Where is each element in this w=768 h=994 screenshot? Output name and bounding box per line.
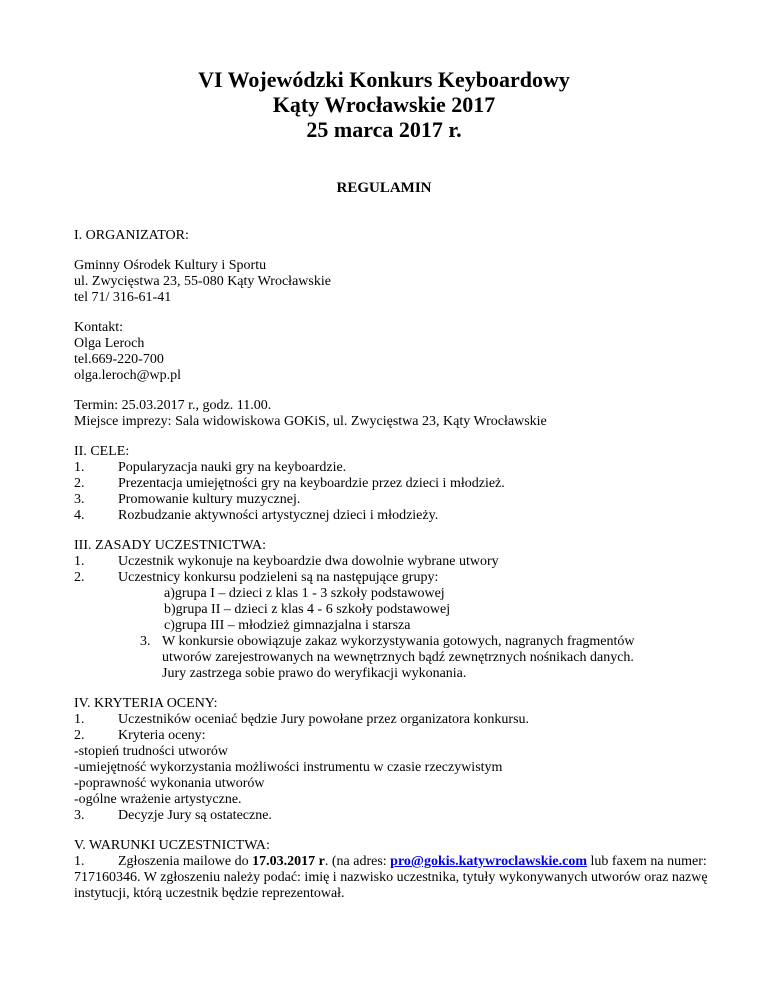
rule-number: 2. <box>74 570 85 585</box>
rule-text: Uczestnik wykonuje na keyboardzie dwa dowolnie wybrane utwory <box>118 554 499 569</box>
title-line-2: Kąty Wrocławskie 2017 <box>272 92 496 117</box>
submission-email-link[interactable]: pro@gokis.katywroclawskie.com <box>390 854 588 869</box>
rule-item <box>74 554 714 570</box>
criteria-item <box>74 712 714 728</box>
criteria-text: Uczestników oceniać będzie Jury powołane przez organizatora konkursu. <box>118 712 530 727</box>
criteria-list-item: -poprawność wykonania utworów <box>74 776 265 791</box>
criteria-number: 3. <box>74 808 85 823</box>
rule-item <box>74 570 714 586</box>
conditions-number: 1. <box>74 854 85 869</box>
organizer-address: ul. Zwycięstwa 23, 55-080 Kąty Wrocławskie <box>74 274 331 289</box>
criteria-item <box>74 728 714 744</box>
contact-person: Olga Leroch <box>74 336 145 351</box>
rule-text: Uczestnicy konkursu podzieleni są na następujące grupy: <box>118 570 439 585</box>
goal-number: 4. <box>74 508 85 523</box>
document-body <box>74 228 714 902</box>
goal-number: 1. <box>74 460 85 475</box>
goal-text: Promowanie kultury muzycznej. <box>118 492 301 507</box>
goal-item <box>74 460 714 476</box>
conditions-heading: V. WARUNKI UCZESTNICTWA: <box>74 838 270 853</box>
goal-item <box>74 492 714 508</box>
rule-number: 1. <box>74 554 85 569</box>
criteria-item <box>74 808 714 824</box>
rule-text: W konkursie obowiązuje zakaz wykorzystywania gotowych, nagranych fragmentów <box>162 634 635 649</box>
rule-number: 3. <box>140 634 151 649</box>
criteria-number: 1. <box>74 712 85 727</box>
goal-number: 2. <box>74 476 85 491</box>
group-item: a)grupa I – dzieci z klas 1 - 3 szkoły podstawowej <box>164 586 445 601</box>
title-line-3: 25 marca 2017 r. <box>306 117 462 142</box>
contact-label: Kontakt: <box>74 320 123 335</box>
criteria-list-item: -ogólne wrażenie artystyczne. <box>74 792 242 807</box>
goal-item <box>74 476 714 492</box>
regulamin-heading: REGULAMIN <box>336 180 432 196</box>
group-item: c)grupa III – młodzież gimnazjalna i starsza <box>164 618 411 633</box>
organizer-phone: tel 71/ 316-61-41 <box>74 290 172 305</box>
rule-item-3 <box>74 634 714 650</box>
criteria-list-item: -stopień trudności utworów <box>74 744 228 759</box>
criteria-heading: IV. KRYTERIA OCENY: <box>74 696 218 711</box>
criteria-text: Decyzje Jury są ostateczne. <box>118 808 272 823</box>
event-date: Termin: 25.03.2017 r., godz. 11.00. <box>74 398 272 413</box>
title-line-1: VI Wojewódzki Konkurs Keyboardowy <box>198 67 570 92</box>
goal-text: Rozbudzanie aktywności artystycznej dzieci i młodzieży. <box>118 508 439 523</box>
conditions-text-mid: . (na adres: <box>324 854 391 869</box>
criteria-number: 2. <box>74 728 85 743</box>
group-item: b)grupa II – dzieci z klas 4 - 6 szkoły podstawowej <box>164 602 451 617</box>
contact-phone: tel.669-220-700 <box>74 352 164 367</box>
conditions-item <box>74 854 714 902</box>
contact-email: olga.leroch@wp.pl <box>74 368 181 383</box>
document-title <box>0 67 768 142</box>
organizer-heading: I. ORGANIZATOR: <box>74 228 189 243</box>
rule-text-continued: utworów zarejestrowanych na wewnętrznych bądź zewnętrznych nośnikach danych. <box>162 650 634 665</box>
conditions-text-pre: Zgłoszenia mailowe do <box>118 854 253 869</box>
organizer-name: Gminny Ośrodek Kultury i Sportu <box>74 258 267 273</box>
goal-text: Popularyzacja nauki gry na keyboardzie. <box>118 460 347 475</box>
event-place: Miejsce imprezy: Sala widowiskowa GOKiS, ul. Zwycięstwa 23, Kąty Wrocławskie <box>74 414 547 429</box>
goal-number: 3. <box>74 492 85 507</box>
goals-heading: II. CELE: <box>74 444 130 459</box>
criteria-list-item: -umiejętność wykorzystania możliwości instrumentu w czasie rzeczywistym <box>74 760 503 775</box>
rules-heading: III. ZASADY UCZESTNICTWA: <box>74 538 266 553</box>
goal-text: Prezentacja umiejętności gry na keyboardzie przez dzieci i młodzież. <box>118 476 505 491</box>
criteria-text: Kryteria oceny: <box>118 728 206 743</box>
deadline-date: 17.03.2017 r <box>252 854 325 869</box>
rule-text-continued: Jury zastrzega sobie prawo do weryfikacji wykonania. <box>162 666 467 681</box>
goal-item <box>74 508 714 524</box>
conditions-text-post: lub faxem na numer: 717160346. W zgłoszeniu należy podać: imię i nazwisko uczestnika, tytuły wykonywanych utworów oraz nazwę instytucji, którą uczestnik będzie reprezentował. <box>74 854 708 901</box>
